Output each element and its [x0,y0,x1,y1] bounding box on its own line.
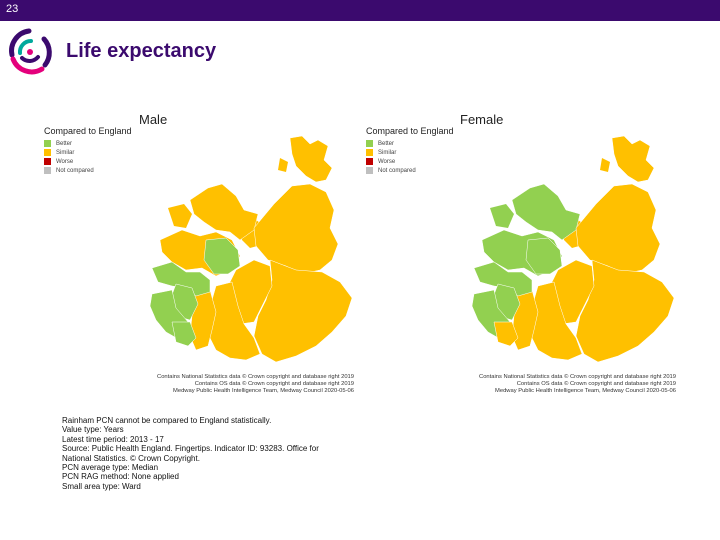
logo-icon [4,25,54,77]
legend-swatch [366,167,373,174]
ward-areas [150,136,352,362]
slide-number: 23 [6,3,19,15]
map-legend [44,126,132,175]
legend-title: Compared to England [366,126,454,136]
legend-title: Compared to England [44,126,132,136]
ward-areas [472,136,674,362]
note-line: Source: Public Health England. Fingertips. Indicator ID: 93283. Office for [62,444,319,454]
map-title: Female [460,112,504,127]
legend-label: Not compared [378,167,416,174]
map-legend [366,126,454,175]
legend-item-worse [44,157,132,166]
copyright-line: Contains OS data © Crown copyright and database right 2019 [194,381,354,387]
legend-swatch [44,140,51,147]
legend-item-similar [44,148,132,157]
legend-item-better [366,139,454,148]
copyright-line: Medway Public Health Intelligence Team, Medway Council 2020-05-06 [173,388,354,394]
notes-block [62,416,319,491]
note-line: PCN RAG method: None applied [62,472,179,482]
legend-swatch [366,158,373,165]
note-line: Value type: Years [62,425,124,435]
note-line: National Statistics. © Crown Copyright. [62,453,200,463]
legend-item-worse [366,157,454,166]
legend-swatch [44,158,51,165]
legend-swatch [44,167,51,174]
map-title: Male [139,112,168,127]
legend-label: Worse [56,158,74,165]
note-line: Small area type: Ward [62,481,141,491]
note-line: Latest time period: 2013 - 17 [62,434,164,444]
top-bar [0,0,720,21]
legend-label: Better [378,140,395,147]
copyright-line: Contains OS data © Crown copyright and database right 2019 [516,381,676,387]
legend-item-better [44,139,132,148]
page-title: Life expectancy [66,40,217,62]
note-line: Rainham PCN cannot be compared to England statistically. [62,416,272,425]
map-panel-female [362,110,682,400]
copyright-line: Contains National Statistics data © Crown copyright and database right 2019 [157,374,354,380]
map-copyright [157,374,354,395]
copyright-line: Medway Public Health Intelligence Team, Medway Council 2020-05-06 [495,388,676,394]
map-panel-male [40,110,360,400]
legend-swatch [44,149,51,156]
legend-label: Similar [378,149,397,156]
legend-swatch [366,140,373,147]
legend-label: Not compared [56,167,94,174]
note-line: PCN average type: Median [62,463,159,473]
legend-label: Similar [56,149,75,156]
map-copyright [479,374,676,395]
legend-item-not-compared [44,166,132,175]
legend-label: Worse [378,158,396,165]
legend-item-not-compared [366,166,454,175]
legend-label: Better [56,140,73,147]
legend-item-similar [366,148,454,157]
copyright-line: Contains National Statistics data © Crown copyright and database right 2019 [479,374,676,380]
legend-swatch [366,149,373,156]
